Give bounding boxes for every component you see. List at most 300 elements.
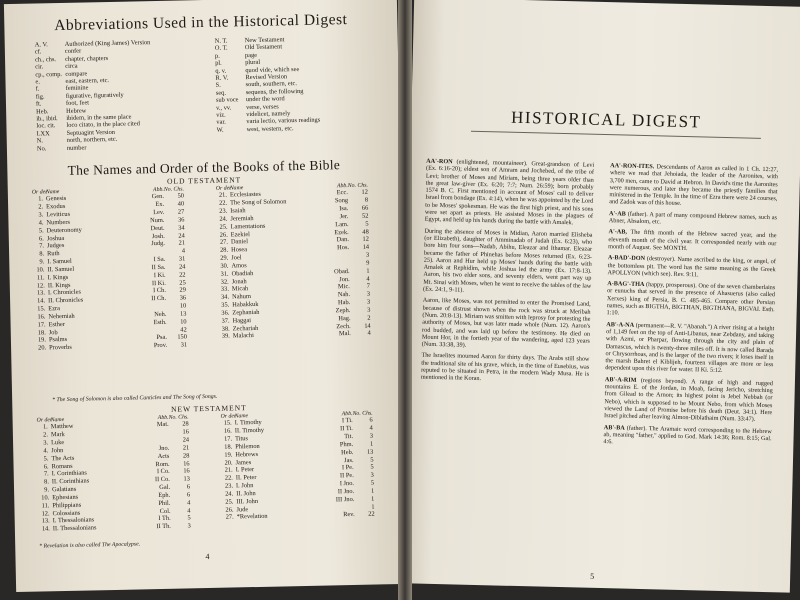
- book-order: 31.: [220, 270, 229, 278]
- book-abbreviation: Zech.: [336, 322, 351, 330]
- entry-text: Aaron, like Moses, was not permitted to enter the Promised Land, because of distrust shown when the rock was struck at Meribah (Num. 20:8-13). Miriam was smitten with leprosy for protesting the authority of Moses, but was later made whole (Num. 12). Aaron's rod budded, and was laid up before the testimony. He died on Mount Hor, in the fortieth year of the wandering, aged 123 years (Num. 33:38, 39).: [421, 296, 591, 349]
- abbreviation-key: S.: [215, 82, 221, 90]
- book-chapters: 6: [369, 416, 373, 424]
- book-abbreviation: Judg.: [151, 240, 166, 248]
- entry-text: (destroyer). Name ascribed to the king, or angel, of the bottomless pit. The word has the same meaning as the Greek APOLLYON (which see). Rev. 9:11.: [607, 255, 776, 279]
- abbreviation-key: var.: [216, 119, 226, 127]
- book-chapters: 29: [179, 286, 186, 294]
- book-name: Joshua: [46, 234, 65, 242]
- book-chapters: 4: [369, 424, 373, 432]
- abbreviation-key: v., vv.: [216, 104, 232, 112]
- book-order: 32.: [220, 278, 229, 286]
- book-name: Hosea: [231, 246, 248, 254]
- book-chapters: 4: [366, 275, 370, 283]
- entry-headword: A-BAG'-THA: [607, 280, 645, 289]
- entry-text: (permanent—R. V. "Abanah.") A river rising at a height of 1,149 feet on the top of Anti-Libanus, near Zebdany, and taking with Azmi, or Pharpar, flowing through the city and plain of Damascus, which is twenty-three miles off. It is now called Barada or Chrysorrhoas, and is the larger of the two rivers; it loses itself in the marsh Bahret el Kiblijeh, fourteen villages are more or less dependent upon this river for water. II Ki. 5:12.: [605, 321, 775, 375]
- old-testament-table-left: [32, 186, 187, 352]
- book-order: 21.: [218, 191, 228, 200]
- book-chapters: 13: [366, 448, 374, 456]
- book-name: Exodus: [46, 203, 66, 211]
- book-order: 22.: [224, 474, 233, 482]
- book-order: 10.: [36, 266, 45, 274]
- digest-entry: [423, 227, 593, 297]
- header-name: Name: [234, 413, 249, 420]
- header-chapters: No. Chs.: [347, 182, 368, 190]
- abbreviation-meaning: compare: [65, 70, 88, 78]
- book-order: 6.: [43, 462, 49, 470]
- book-abbreviation: I Th.: [158, 515, 171, 523]
- book-name: Numbers: [46, 218, 70, 227]
- book-name: Luke: [51, 438, 65, 447]
- abbreviation-meaning: foot, feet: [65, 99, 90, 108]
- book-abbreviation: Jas.: [344, 456, 354, 464]
- book-chapters: 2: [367, 314, 371, 322]
- book-chapters: 1: [370, 487, 375, 495]
- abbreviation-key: O. T.: [214, 44, 228, 53]
- book-abbreviation: Jno.: [158, 444, 170, 452]
- book-abbreviation: Eph.: [158, 491, 171, 499]
- book-order: 14.: [41, 525, 50, 533]
- book-gutter: [398, 0, 412, 600]
- digest-entry: [603, 424, 771, 450]
- abbreviation-meaning: west, western, etc.: [246, 125, 294, 133]
- book-chapters: 12: [362, 235, 369, 244]
- book-abbreviation: Heb.: [341, 448, 354, 456]
- book-order: 17.: [223, 435, 233, 443]
- book-chapters: 40: [177, 200, 185, 208]
- header-order: Or der: [36, 417, 53, 424]
- new-testament-table-left: [37, 414, 191, 533]
- digest-column-right: [603, 162, 778, 453]
- historical-digest-title: HISTORICAL DIGEST: [510, 107, 702, 132]
- book-name: I. John: [235, 482, 254, 490]
- book-order: 7.: [39, 242, 45, 250]
- book-name: Romans: [51, 462, 73, 470]
- books-order-title: The Names and Order of the Books of the Bible: [67, 157, 341, 178]
- book-abbreviation: Mic.: [337, 283, 350, 291]
- book-abbreviation: II Co.: [154, 476, 170, 484]
- book-abbreviation: Neh.: [154, 310, 167, 319]
- abbreviation-meaning: figurative, figuratively: [65, 91, 124, 100]
- book-chapters: 3: [365, 251, 370, 259]
- abbreviation-key: ib., ibid.: [36, 115, 58, 123]
- book-name: Proverbs: [49, 344, 72, 352]
- book-name: Jeremiah: [230, 214, 254, 223]
- book-name: Ezekiel: [230, 230, 251, 238]
- book-name: Isaiah: [230, 207, 246, 215]
- ot-footnote: * The Song of Solomon is also called Canticles and The Song of Songs.: [52, 393, 218, 404]
- book-abbreviation: Rom.: [155, 460, 170, 468]
- book-abbreviation: Esth.: [153, 318, 167, 326]
- book-chapters: 52: [361, 212, 369, 220]
- old-testament-table-right: [216, 183, 371, 341]
- book-name: Zechariah: [232, 324, 259, 333]
- book-order: 18.: [37, 329, 46, 337]
- abbreviation-key: cir.: [35, 63, 44, 71]
- book-abbreviation: Phm.: [339, 440, 354, 449]
- book-order: 33.: [220, 285, 229, 294]
- book-abbreviation: Hab.: [337, 299, 351, 307]
- abbreviation-key: cp., comp.: [35, 70, 63, 79]
- book-chapters: 22: [179, 271, 186, 279]
- book-name: Daniel: [230, 238, 249, 246]
- book-name: The Acts: [51, 454, 75, 462]
- abbreviation-meaning: confer: [64, 47, 82, 56]
- book-chapters: 9: [366, 259, 370, 267]
- book-name: I. Timothy: [234, 419, 262, 427]
- book-chapters: 28: [182, 420, 189, 428]
- book-abbreviation: II Pe.: [339, 472, 354, 480]
- book-chapters: 4: [187, 506, 191, 515]
- abbreviation-meaning: quod vide, which see: [245, 65, 300, 74]
- book-chapters: 3: [366, 298, 371, 306]
- book-name: Job: [48, 328, 58, 336]
- abbreviation-meaning: Septuagint Version: [66, 128, 116, 137]
- book-chapters: 13: [183, 475, 190, 483]
- book-order: 9.: [44, 486, 50, 494]
- book-abbreviation: I Ch.: [153, 287, 166, 295]
- book-name: Philemon: [235, 442, 260, 451]
- book-name: I. Samuel: [47, 257, 72, 266]
- book-order: 3.: [43, 439, 49, 447]
- book-order: 38.: [221, 325, 230, 333]
- book-order: 15.: [37, 305, 46, 313]
- entry-text: (father). A part of many compound Hebrew names, such as Abner, Absalom, etc.: [608, 210, 778, 226]
- book-chapters: 5: [365, 220, 369, 228]
- book-order: 9.: [39, 258, 45, 266]
- book-order: 5.: [43, 455, 49, 463]
- header-order: Or der: [220, 413, 237, 420]
- new-testament-table-right: [221, 411, 375, 522]
- book-chapters: 3: [366, 290, 371, 298]
- book-name: Ephesians: [52, 493, 79, 502]
- abbreviations-list-left: [35, 38, 207, 153]
- book-abbreviation: Isa.: [339, 204, 349, 213]
- book-order: 35.: [221, 301, 230, 309]
- book-chapters: 4: [367, 330, 371, 338]
- book-order: 20.: [38, 344, 47, 352]
- book-abbreviation: Psa.: [156, 334, 167, 342]
- book-chapters: 3: [367, 306, 371, 314]
- book-chapters: 24: [182, 436, 190, 444]
- book-abbreviation: I Sa.: [153, 255, 166, 264]
- book-order: 4.: [38, 219, 44, 227]
- abbreviation-meaning: circa: [65, 62, 78, 71]
- book-abbreviation: II Sa.: [151, 263, 166, 272]
- abbreviation-meaning: plural: [245, 59, 261, 67]
- book-order: 5.: [38, 227, 44, 235]
- book-name: The Song of Solomon: [230, 198, 287, 207]
- book-abbreviation: Hos.: [337, 244, 350, 252]
- book-chapters: 10: [179, 302, 187, 310]
- book-name: Genesis: [45, 195, 67, 203]
- book-order: 39.: [221, 333, 230, 341]
- book-name: Hebrews: [235, 450, 259, 459]
- book-name: Haggai: [232, 316, 252, 325]
- book-order: 22.: [219, 199, 228, 207]
- book-order: 36.: [221, 309, 230, 317]
- old-testament-heading: OLD TESTAMENT: [166, 175, 242, 186]
- header-abbreviation: Abb.: [336, 183, 348, 190]
- abbreviation-key: seq.: [215, 89, 226, 97]
- book-order: 16.: [223, 427, 232, 435]
- book-chapters: 4: [181, 247, 186, 255]
- book-abbreviation: Lev.: [153, 208, 165, 217]
- book-chapters: 4: [187, 499, 191, 507]
- book-abbreviation: I Ti.: [341, 417, 353, 425]
- book-order: 29.: [220, 254, 229, 262]
- book-order: 17.: [37, 321, 46, 329]
- book-order: 13.: [36, 289, 46, 297]
- book-chapters: 16: [183, 467, 190, 475]
- book-chapters: 3: [370, 471, 374, 479]
- book-chapters: 3: [187, 522, 191, 530]
- book-abbreviation: I Pe.: [341, 464, 354, 472]
- book-order: 2.: [38, 203, 44, 211]
- book-abbreviation: II Ti.: [339, 425, 353, 433]
- book-chapters: 31: [178, 255, 186, 263]
- entry-text: (father). The Aramaic word corresponding to the Hebrew ab, meaning "father," applied to God. Mark 14:36; Rom. 8:15; Gal. 4:6.: [603, 424, 772, 446]
- book-order: 27.: [225, 513, 234, 522]
- book-name: II. Samuel: [47, 265, 75, 274]
- book-order: 37.: [221, 317, 230, 325]
- book-abbreviation: Jer.: [339, 212, 349, 221]
- book-name: II. John: [236, 489, 256, 498]
- abbreviation-key: ch., chs.: [34, 55, 57, 64]
- book-name: I. Corinthians: [51, 469, 87, 478]
- book-name: Galatians: [51, 485, 77, 494]
- book-name: I. Peter: [235, 466, 255, 474]
- entry-text: The fifth month of the Hebrew sacred year, and the eleventh month of the civil year. It corresponded nearly with our month of August. See MONTH.: [608, 228, 777, 253]
- book-name: Lamentations: [230, 222, 266, 231]
- book-chapters: 1: [366, 267, 370, 275]
- abbreviation-meaning: north, northern, etc.: [66, 136, 118, 145]
- book-order: 26.: [219, 231, 228, 239]
- book-chapters: 5: [187, 514, 191, 522]
- entry-text: (regions beyond). A range of high and rugged mountains E. of the Jordan, in Moab, facing Jericho, stretching from Gilead to the Arnon; its highest point is Jebel Nebbah (or Nebo), which is supposed to be Mount Nebo, from which Moses viewed the Land of Promise before his death (Deut. 34:1). Here Israel pitched after leaving Almon-Diblathaim (Num. 33:47).: [603, 376, 773, 423]
- abbreviation-key: LXX: [36, 130, 50, 138]
- abbreviation-meaning: Old Testament: [244, 43, 283, 52]
- abbreviation-key: pl.: [215, 59, 222, 67]
- abbreviation-key: q. v.: [215, 67, 227, 75]
- book-name: Leviticus: [46, 210, 71, 219]
- digest-entry: [421, 352, 590, 385]
- abbreviation-meaning: verse, verses: [246, 103, 279, 111]
- header-name: Name: [229, 185, 244, 192]
- book-chapters: 150: [177, 333, 187, 342]
- book-chapters: 22: [368, 510, 375, 519]
- book-abbreviation: Ecc.: [336, 189, 348, 197]
- right-page: [400, 0, 800, 593]
- right-page-number: 5: [590, 571, 595, 581]
- header-chapters: No. Chs.: [163, 186, 185, 193]
- book-name: Joel: [231, 254, 242, 262]
- abbreviation-meaning: chapter, chapters: [64, 54, 109, 63]
- book-abbreviation: Num.: [149, 216, 165, 224]
- digest-entry: [607, 254, 775, 280]
- book-chapters: 16: [183, 459, 190, 468]
- abbreviation-meaning: Revised Version: [245, 73, 288, 82]
- book-abbreviation: Gen.: [151, 193, 165, 201]
- book-order: 1.: [42, 423, 48, 431]
- book-order: 12.: [41, 509, 50, 518]
- digest-entry: [609, 210, 777, 229]
- book-order: 11.: [36, 274, 45, 282]
- abbreviation-meaning: loco citato, in the place cited: [66, 120, 140, 130]
- book-name: Nahum: [231, 293, 251, 301]
- book-abbreviation: Prov.: [153, 342, 168, 350]
- book-order: 18.: [224, 443, 233, 451]
- book-chapters: 21: [178, 239, 186, 247]
- book-abbreviation: Dan.: [336, 236, 349, 244]
- book-name: II. Peter: [235, 474, 257, 482]
- book-name: II. Corinthians: [51, 477, 90, 486]
- book-chapters: 1: [369, 440, 374, 448]
- digest-entry: [609, 162, 778, 210]
- book-abbreviation: II Th.: [156, 523, 171, 531]
- book-order: 10.: [41, 494, 50, 502]
- book-order: 26.: [225, 506, 234, 514]
- book-chapters: 10: [180, 318, 187, 326]
- entry-text: The Israelites mourned Aaron for thirty days. The Arabs still show the traditional site of his grave, which, in the time of Eusebius, was reputed to be situated in Petra, in the modern Wady Musa. He is mentioned in the Koran.: [420, 352, 590, 383]
- book-order: 20.: [224, 459, 233, 467]
- book-order: 2.: [43, 431, 48, 439]
- book-order: 28.: [220, 246, 229, 254]
- abbreviation-key: Heb.: [36, 107, 49, 116]
- new-testament-heading: NEW TESTAMENT: [170, 403, 247, 414]
- book-order: 21.: [224, 466, 233, 475]
- book-chapters: 7: [366, 282, 370, 291]
- book-name: Judges: [46, 242, 65, 250]
- book-name: Matthew: [50, 423, 74, 431]
- book-chapters: 42: [180, 326, 187, 334]
- book-order: 16.: [37, 313, 46, 321]
- abbreviation-key: N. T.: [214, 37, 228, 45]
- book-abbreviation: Zeph.: [335, 306, 351, 315]
- book-chapters: 14: [362, 243, 370, 251]
- book-order: 24.: [225, 490, 234, 498]
- entry-text: (enlightened, mountaineer). Great-grandson of Levi (Ex. 6:16-20); eldest son of Amram and Jochebed, of the tribe of Levi; brother of Moses and Miriam, being three years older than the great law-giver (Ex. 6:20; 7:7; Num. 26:59); born probably 1574 B. C. First mentioned in account of Moses' call to deliver Israel from bondage (Ex. 4:14), when he was appointed by the Lord to be Moses' spokesman. He was the first high priest, and his sons were set apart as priests. He assisted Moses in the plagues of Egypt, and held up his hands during the battle with Amalek.: [424, 158, 595, 227]
- book-name: Zephaniah: [232, 308, 260, 317]
- book-order: 14.: [37, 297, 46, 305]
- abbreviation-key: viz.: [216, 111, 226, 119]
- abbreviation-meaning: ibidem, in the same place: [66, 113, 132, 122]
- book-name: Philippians: [52, 501, 82, 510]
- book-name: Malachi: [232, 332, 254, 340]
- book-name: Psalms: [48, 336, 68, 344]
- book-name: II. Chronicles: [48, 296, 84, 305]
- abbreviation-meaning: east, eastern, etc.: [65, 77, 110, 85]
- left-page-number: 4: [205, 551, 210, 562]
- book-abbreviation: Mat.: [156, 421, 169, 429]
- book-abbreviation: Rev.: [343, 511, 355, 519]
- book-order: 4.: [43, 447, 49, 455]
- book-abbreviation: III Jno.: [335, 495, 355, 504]
- book-abbreviation: Obad.: [334, 267, 350, 276]
- book-abbreviation: Mal.: [338, 330, 351, 338]
- book-name: II. Timothy: [234, 426, 265, 435]
- book-chapters: 21: [182, 444, 190, 452]
- book-name: I. Chronicles: [47, 289, 82, 297]
- book-chapters: 66: [361, 204, 369, 212]
- abbreviation-key: cf.: [34, 48, 42, 56]
- book-chapters: 8: [364, 196, 369, 204]
- book-order: 24.: [219, 215, 228, 223]
- entry-text: (happy, prosperous). One of the seven chamberlains or eunuchs that served in the presence of Ahasuerus (also called Xerxes) king of Persia, B. C. 485-465. Compare other Persian names, such as BIGTHA, BIGTHAN, BIGTHANA, BIGVAI. Esth. 1:10.: [606, 281, 776, 317]
- abbreviations-title: Abbreviations Used in the Historical Digest: [54, 10, 348, 35]
- entry-headword: AA'-RON-ITES.: [610, 162, 655, 171]
- book-name: Esther: [48, 320, 66, 329]
- header-abbreviation: Abb.: [341, 410, 353, 418]
- book-abbreviation: Ex.: [155, 201, 165, 209]
- book-order: 7.: [43, 470, 49, 478]
- entry-headword: A'-AB,: [608, 228, 628, 236]
- digest-entry: [606, 280, 775, 321]
- abbreviation-meaning: sequens, the following: [245, 87, 304, 96]
- abbreviation-key: e.: [35, 78, 41, 86]
- abbreviation-key: p.: [214, 52, 220, 60]
- header-name: Name: [50, 417, 65, 424]
- abbreviation-meaning: number: [66, 144, 87, 152]
- abbreviation-meaning: page: [244, 51, 258, 59]
- header-abbreviation: Abb.: [157, 414, 169, 422]
- book-abbreviation: Gal.: [159, 483, 171, 492]
- entry-headword: AA'-RON: [426, 157, 453, 166]
- book-order: 27.: [219, 238, 228, 247]
- book-abbreviation: II Jno.: [337, 487, 355, 496]
- book-chapters: 3: [369, 432, 374, 440]
- abbreviation-key: ft.: [35, 100, 42, 108]
- book-abbreviation: Phil.: [158, 499, 171, 507]
- abbreviation-key: A. V.: [34, 41, 48, 49]
- book-abbreviation: Acts: [157, 452, 170, 460]
- book-chapters: 16: [182, 428, 189, 436]
- book-chapters: 50: [177, 192, 185, 200]
- digest-entry: [425, 158, 595, 228]
- book-chapters: 34: [178, 224, 185, 232]
- book-abbreviation: Nah.: [337, 291, 351, 299]
- abbreviation-meaning: videlicet, namely: [246, 110, 291, 119]
- book-name: Amos: [231, 262, 247, 270]
- book-abbreviation: I Jno.: [339, 480, 355, 488]
- book-name: Nehemiah: [48, 312, 75, 321]
- book-chapters: 27: [177, 208, 185, 216]
- book-order: 25.: [219, 223, 228, 231]
- digest-entry: [604, 376, 773, 424]
- book-chapters: 36: [179, 294, 187, 302]
- book-name: *Revelation: [236, 513, 268, 521]
- abbreviation-key: No.: [36, 145, 47, 153]
- book-abbreviation: II Ki.: [151, 279, 166, 287]
- book-name: Habakkuk: [232, 301, 259, 309]
- book-abbreviation: II Ch.: [151, 295, 167, 303]
- book-order: 8.: [44, 478, 49, 486]
- header-abbreviation: Abb.: [152, 186, 164, 194]
- book-abbreviation: Deut.: [150, 224, 165, 232]
- entry-headword: A-BAD'-DON: [607, 254, 646, 263]
- digest-entry: [422, 297, 591, 352]
- book-abbreviation: Hag.: [338, 314, 351, 323]
- entry-text: Descendants of Aaron as called in 1 Ch. 12:27, where we read that Jehoiada, the leader of the Aaronites, with 3,700 men, came to David at Hebron. In David's time the Aaronites were numerous, and later they became the priestly families that ministered in the Temple. In the time of Ezra there were 24 courses, and Zadok was of this house.: [609, 163, 779, 208]
- abbreviation-meaning: under the word: [245, 95, 285, 104]
- book-chapters: 24: [178, 231, 185, 240]
- book-abbreviation: Ezek.: [334, 228, 349, 236]
- abbreviation-meaning: feminine: [65, 84, 89, 93]
- book-name: Deuteronomy: [46, 226, 82, 235]
- book-chapters: 13: [179, 310, 187, 318]
- book-chapters: 28: [182, 452, 190, 460]
- book-chapters: 12: [361, 188, 368, 197]
